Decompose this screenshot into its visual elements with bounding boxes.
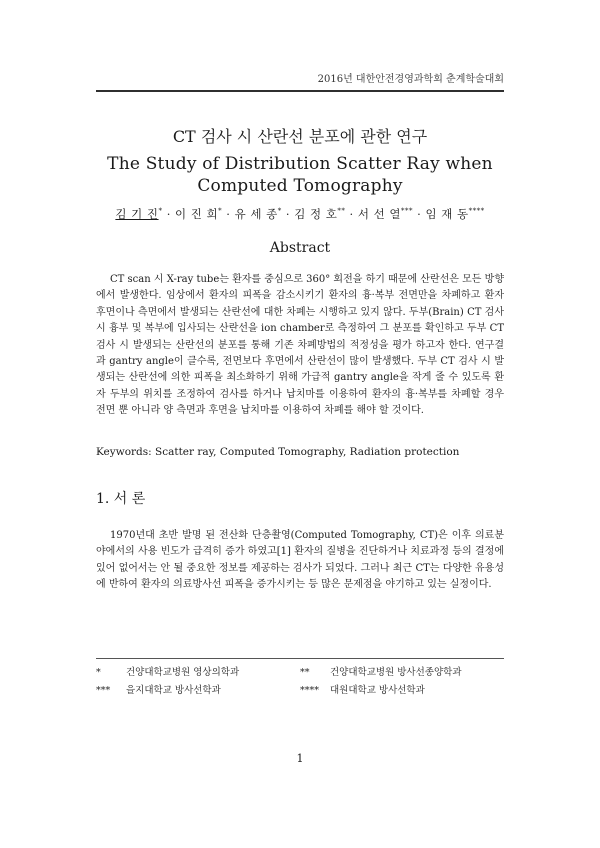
author-separator: · bbox=[412, 207, 426, 221]
footnote-rule bbox=[96, 658, 504, 659]
author-mark: *** bbox=[400, 207, 413, 216]
author-name: 유 세 종 bbox=[234, 207, 278, 221]
footnote-text: 을지대학교 방사선학과 bbox=[126, 685, 221, 696]
header-rule bbox=[96, 90, 504, 92]
author-separator: · bbox=[281, 207, 295, 221]
author-mark: ** bbox=[337, 207, 346, 216]
footnote bbox=[96, 682, 300, 700]
footnote-text: 대원대학교 방사선학과 bbox=[330, 685, 425, 696]
author-list bbox=[96, 206, 504, 222]
footnote bbox=[300, 682, 504, 700]
title-korean: CT 검사 시 산란선 분포에 관한 연구 bbox=[172, 127, 428, 146]
author-mark: * bbox=[158, 207, 163, 216]
author-name: 임 재 동 bbox=[425, 207, 469, 221]
footnotes bbox=[96, 664, 504, 700]
title-english-line2: Computed Tomography bbox=[197, 176, 403, 196]
author-separator: · bbox=[345, 207, 358, 221]
footnote-text: 건양대학교병원 방사선종양학과 bbox=[330, 667, 462, 678]
footnote-row bbox=[96, 682, 504, 700]
author-separator: · bbox=[162, 207, 176, 221]
conference-header: 2016년 대한안전경영과학회 춘계학술대회 bbox=[317, 74, 504, 85]
title-block bbox=[96, 124, 504, 197]
footnote-mark: **** bbox=[300, 685, 319, 696]
footnote-mark: *** bbox=[96, 685, 111, 696]
introduction-text: 1970년대 초반 발명 된 전산화 단층촬영(Computed Tomography, CT)은 이후 의료분야에서의 사용 빈도가 급격히 증가 하였고[1] 환자의 질병을 진단하거나 치료과정 등의 결정에 있어 없어서는 안 될 중요한 정보를 제공하는 검사가 되었다. 그러나 최근 CT는 다양한 유용성에 반하여 환자의 의료방사선 피폭을 증가시키는 등 많은 문제점을 야기하고 있는 실정이다. bbox=[96, 530, 504, 591]
author-name: 서 선 열 bbox=[357, 207, 401, 221]
abstract-text: CT scan 시 X-ray tube는 환자를 중심으로 360° 회전을 하기 때문에 산란선은 모든 방향에서 발생한다. 임상에서 환자의 피폭을 감소시키기 환자의 흉·복부 전면만을 차폐하고 환자 후면이나 측면에서 발생되는 산란선에 대한 차폐는 시행하고 있지 않다. 두부(Brain) CT 검사 시 흉부 및 복부에 입사되는 산란선을 ion chamber로 측정하여 그 분포를 확인하고 두부 CT 검사 시 발생되는 산란선의 분포를 통해 기존 차폐방법의 적정성을 평가 하고자 한다. 연구결과 gantry angle이 클수록, 전면보다 후면에서 산란선이 많이 발생했다. 두부 CT 검사 시 발생되는 산란선에 의한 피폭을 최소화하기 위해 가급적 gantry angle을 작게 줄 수 있도록 환자 두부의 위치를 조정하여 검사를 하거나 납치마를 이용하여 환자의 흉·복부를 차폐할 경우 전면 뿐 아니라 양 측면과 후면을 납치마를 이용하여 차폐를 해야 할 것이다. bbox=[96, 274, 504, 417]
title-english bbox=[96, 153, 504, 197]
abstract-heading: Abstract bbox=[269, 240, 331, 256]
footnote-row bbox=[96, 664, 504, 682]
footnote bbox=[300, 664, 504, 682]
author-name: 김 기 진 bbox=[115, 207, 159, 221]
author-name: 이 진 희 bbox=[175, 207, 219, 221]
footnote-text: 건양대학교병원 영상의학과 bbox=[126, 667, 240, 678]
author-name: 김 정 호 bbox=[294, 207, 338, 221]
footnote-mark: * bbox=[96, 667, 101, 678]
title-english-line1: The Study of Distribution Scatter Ray when bbox=[107, 154, 493, 174]
footnote bbox=[96, 664, 300, 682]
section-heading-introduction: 1. 서 론 bbox=[96, 491, 146, 507]
footnote-mark: ** bbox=[300, 667, 310, 678]
author-mark: * bbox=[277, 207, 282, 216]
page-number: 1 bbox=[296, 752, 304, 765]
author-mark: * bbox=[218, 207, 223, 216]
author-separator: · bbox=[222, 207, 235, 221]
author-mark: **** bbox=[468, 207, 485, 216]
keywords: Keywords: Scatter ray, Computed Tomography, Radiation protection bbox=[96, 446, 460, 458]
